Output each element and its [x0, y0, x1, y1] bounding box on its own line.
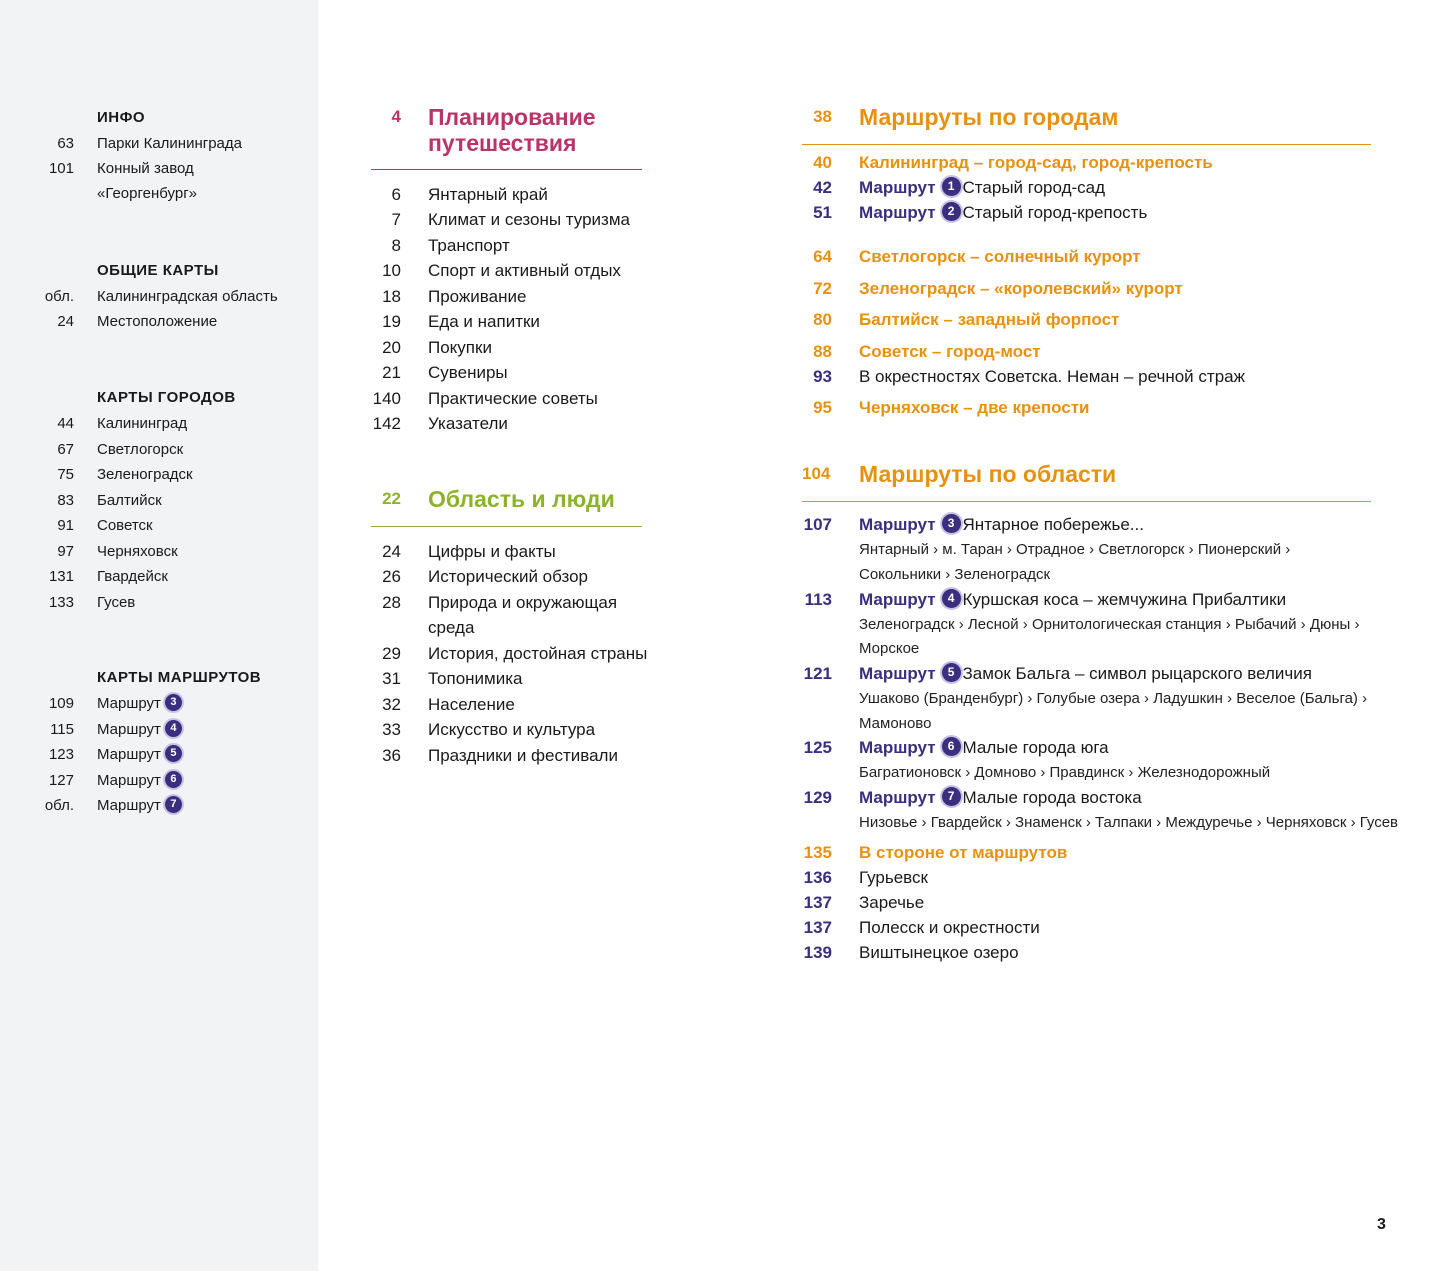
page-number: 80	[813, 310, 832, 329]
item-label: Гвардейск	[97, 568, 168, 585]
page-number: 91	[57, 517, 74, 534]
route-number-badge: 1	[942, 177, 961, 196]
sidebar	[0, 0, 318, 1271]
page-number: 10	[382, 261, 401, 280]
page-number: 135	[803, 843, 832, 862]
sidebar-item[interactable]	[0, 742, 318, 767]
page-number: 139	[803, 943, 832, 962]
entry-title: Спорт и активный отдых	[428, 261, 621, 280]
sidebar-item[interactable]	[0, 768, 318, 793]
page-number: 8	[391, 236, 401, 255]
item-label: Маршрут	[97, 721, 161, 738]
page-number: 26	[382, 567, 401, 586]
entry-title: В окрестностях Советска. Неман – речной страж	[859, 367, 1245, 386]
entry-title: Старый город-крепость	[962, 203, 1148, 222]
entry-title: Заречье	[859, 893, 925, 912]
sidebar-heading-general-maps: ОБЩИЕ КАРТЫ	[97, 262, 219, 279]
page-number: 18	[382, 287, 401, 306]
entry-title: Транспорт	[428, 236, 510, 255]
section-page-number: 38	[813, 107, 832, 126]
section-page-number: 104	[802, 464, 831, 483]
page-number: 28	[382, 593, 401, 612]
page-number: 63	[57, 135, 74, 152]
page-number: 125	[803, 738, 832, 757]
entry-title: Виштынецкое озеро	[859, 943, 1019, 962]
entry-title: Черняховск – две крепости	[859, 398, 1090, 417]
item-label: Калининградская область	[97, 288, 278, 305]
route-number-badge: 6	[942, 737, 961, 756]
sidebar-item[interactable]	[0, 691, 318, 716]
page-number: 107	[803, 515, 832, 534]
item-label: Местоположение	[97, 313, 218, 330]
page-number: 36	[382, 746, 401, 765]
section-title: Планирование	[428, 104, 596, 130]
divider	[802, 144, 1371, 145]
route-number-badge: 4	[942, 589, 961, 608]
page-number: 75	[57, 466, 74, 483]
item-label: Балтийск	[97, 492, 162, 509]
page-number: обл.	[44, 797, 74, 814]
page-number: обл.	[44, 288, 74, 305]
page-number: 24	[382, 542, 401, 561]
entry-title: Куршская коса – жемчужина Прибалтики	[962, 590, 1287, 609]
route-number-badge: 4	[165, 720, 182, 737]
sidebar-item[interactable]	[0, 411, 318, 436]
item-label: Маршрут	[97, 772, 161, 789]
page-number: 136	[803, 868, 832, 887]
route-stops-line: Багратионовск › Домново › Правдинск › Железнодорожный	[859, 764, 1271, 781]
route-stops-line: Янтарный › м. Таран › Отрадное › Светлогорск › Пионерский ›	[859, 541, 1291, 558]
sidebar-item[interactable]	[0, 131, 318, 156]
route-number-badge: 3	[165, 694, 182, 711]
route-label: Маршрут	[859, 738, 936, 757]
page-number: 24	[57, 313, 74, 330]
section-title: Маршруты по городам	[859, 104, 1119, 130]
page-number: 121	[803, 664, 832, 683]
route-number-badge: 7	[165, 796, 182, 813]
page-number: 42	[813, 178, 832, 197]
entry-title: Светлогорск – солнечный курорт	[859, 247, 1141, 266]
page-number: 21	[382, 363, 401, 382]
page-number: 83	[57, 492, 74, 509]
page-number: 33	[382, 720, 401, 739]
route-label: Маршрут	[859, 664, 936, 683]
page-number: 113	[804, 590, 832, 609]
entry-title: Балтийск – западный форпост	[859, 310, 1120, 329]
item-label: Советск	[97, 517, 153, 534]
sidebar-item[interactable]	[0, 309, 318, 334]
page-number: 137	[803, 918, 832, 937]
item-label: Конный завод	[97, 160, 194, 177]
divider	[802, 501, 1371, 502]
route-label: Маршрут	[859, 788, 936, 807]
page-number-footer: 3	[1377, 1216, 1386, 1233]
sidebar-item[interactable]	[0, 564, 318, 589]
page-number: 109	[48, 695, 74, 712]
entry-title: Зеленоградск – «королевский» курорт	[859, 279, 1183, 298]
sidebar-item[interactable]	[0, 284, 318, 309]
route-label: Маршрут	[859, 203, 936, 222]
entry-title: История, достойная страны	[428, 644, 648, 663]
page-number: 142	[372, 414, 401, 433]
sidebar-item[interactable]	[0, 717, 318, 742]
sidebar-heading-info: ИНФО	[97, 109, 146, 126]
item-label: Светлогорск	[97, 441, 184, 458]
sidebar-item[interactable]	[0, 513, 318, 538]
section-title: Маршруты по области	[859, 461, 1117, 487]
entry-title: Топонимика	[428, 669, 523, 688]
entry-title: Малые города юга	[962, 738, 1109, 757]
route-number-badge: 5	[165, 745, 182, 762]
entry-title: Советск – город-мост	[859, 342, 1041, 361]
entry-title: Климат и сезоны туризма	[428, 210, 630, 229]
page-number: 131	[48, 568, 74, 585]
page-number: 115	[50, 721, 74, 738]
entry-title: Цифры и факты	[428, 542, 556, 561]
item-label: Калининград	[97, 415, 188, 432]
page-number: 44	[57, 415, 74, 432]
route-stops-line: Сокольники › Зеленоградск	[859, 566, 1051, 583]
entry-title: Сувениры	[428, 363, 508, 382]
item-label: «Георгенбург»	[97, 185, 198, 202]
page-number: 129	[803, 788, 832, 807]
entry-title: Проживание	[428, 287, 527, 306]
page-number: 40	[813, 153, 832, 172]
entry-title: Исторический обзор	[428, 567, 589, 586]
section-page-number: 4	[391, 107, 401, 126]
item-label: Гусев	[97, 594, 136, 611]
page-number: 101	[48, 160, 74, 177]
page-number: 95	[813, 398, 832, 417]
sidebar-item[interactable]	[0, 539, 318, 564]
page-number: 137	[803, 893, 832, 912]
page-number: 32	[382, 695, 401, 714]
entry-title: Полесск и окрестности	[859, 918, 1040, 937]
sidebar-item[interactable]	[0, 437, 318, 462]
page-number: 88	[813, 342, 832, 361]
route-stops-line: Зеленоградск › Лесной › Орнитологическая станция › Рыбачий › Дюны ›	[859, 616, 1360, 633]
page-number: 7	[391, 210, 401, 229]
page-number: 29	[382, 644, 401, 663]
sidebar-heading-city-maps: КАРТЫ ГОРОДОВ	[97, 389, 236, 406]
sidebar-item[interactable]	[0, 590, 318, 615]
sidebar-item[interactable]	[0, 156, 318, 181]
entry-title: Указатели	[428, 414, 508, 433]
item-label: Маршрут	[97, 695, 161, 712]
sidebar-item[interactable]	[0, 462, 318, 487]
page-number: 67	[57, 441, 74, 458]
entry-title: Искусство и культура	[428, 720, 596, 739]
entry-title: среда	[428, 618, 475, 637]
sidebar-item[interactable]	[0, 181, 318, 206]
entry-title: Практические советы	[428, 389, 598, 408]
entry-title: Покупки	[428, 338, 492, 357]
route-number-badge: 6	[165, 771, 182, 788]
route-label: Маршрут	[859, 178, 936, 197]
route-number-badge: 3	[942, 514, 961, 533]
section-page-number: 22	[382, 489, 401, 508]
entry-title: Праздники и фестивали	[428, 746, 618, 765]
route-label: Маршрут	[859, 515, 936, 534]
sidebar-item[interactable]	[0, 488, 318, 513]
page-number: 127	[48, 772, 74, 789]
route-stops-line: Морское	[859, 640, 920, 657]
entry-title: Гурьевск	[859, 868, 928, 887]
item-label: Маршрут	[97, 746, 161, 763]
route-number-badge: 7	[942, 787, 961, 806]
entry-title: Малые города востока	[962, 788, 1142, 807]
route-stops-line: Низовье › Гвардейск › Знаменск › Талпаки › Междуречье › Черняховск › Гусев	[859, 814, 1399, 831]
page-number: 64	[813, 247, 832, 266]
sidebar-item[interactable]	[0, 793, 318, 818]
entry-title: В стороне от маршрутов	[859, 843, 1068, 862]
section-title: Область и люди	[428, 486, 615, 512]
item-label: Парки Калининграда	[97, 135, 242, 152]
page-number: 19	[382, 312, 401, 331]
page-number: 6	[391, 185, 401, 204]
entry-title: Население	[428, 695, 515, 714]
sidebar-heading-route-maps: КАРТЫ МАРШРУТОВ	[97, 669, 262, 686]
divider	[371, 526, 642, 527]
entry-title: Еда и напитки	[428, 312, 540, 331]
route-number-badge: 2	[942, 202, 961, 221]
page-number: 140	[372, 389, 401, 408]
page-number: 20	[382, 338, 401, 357]
page-number: 123	[48, 746, 74, 763]
entry-title: Калининград – город-сад, город-крепость	[859, 153, 1213, 172]
route-stops-line: Мамоново	[859, 715, 932, 732]
entry-title: Природа и окружающая	[428, 593, 618, 612]
route-number-badge: 5	[942, 663, 961, 682]
route-label: Маршрут	[859, 590, 936, 609]
route-stops-line: Ушаково (Бранденбург) › Голубые озера › Ладушкин › Веселое (Бальга) ›	[859, 690, 1368, 707]
page-number: 51	[813, 203, 832, 222]
entry-title: Янтарное побережье...	[962, 515, 1144, 534]
divider	[371, 169, 642, 170]
page-number: 93	[813, 367, 832, 386]
page-number: 72	[813, 279, 832, 298]
item-label: Черняховск	[97, 543, 178, 560]
item-label: Зеленоградск	[97, 466, 193, 483]
entry-title: Старый город-сад	[962, 178, 1106, 197]
entry-title: Янтарный край	[428, 185, 548, 204]
page-number: 31	[382, 669, 401, 688]
page-number: 133	[48, 594, 74, 611]
item-label: Маршрут	[97, 797, 161, 814]
page-number: 97	[57, 543, 74, 560]
entry-title: Замок Бальга – символ рыцарского величия	[962, 664, 1312, 683]
section-title: путешествия	[428, 130, 577, 156]
